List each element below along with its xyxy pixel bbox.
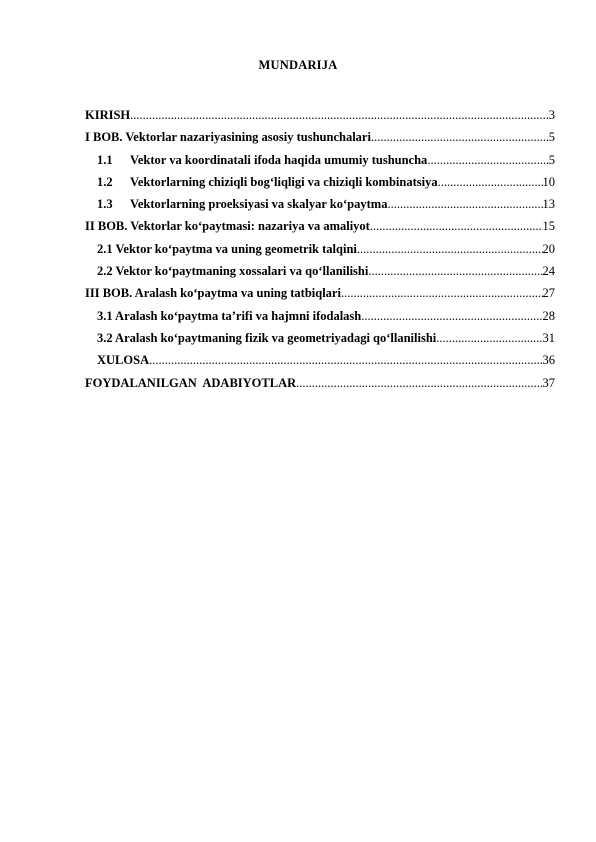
toc-entry-section-2-2 <box>85 263 555 285</box>
toc-entry-page: 3 <box>548 108 555 122</box>
toc-entry-page: 13 <box>542 197 555 212</box>
toc-entry-chapter-2 <box>85 218 555 240</box>
toc-leader-dots <box>368 263 542 279</box>
toc-entry-page: 20 <box>542 241 555 256</box>
toc-entry-label: I BOB. Vektorlar nazariyasining asosiy tushunchalari <box>85 130 371 145</box>
toc-entry-label: Vektorlarning proeksiyasi va skalyar ko‘paytma <box>130 197 388 212</box>
toc-entry-section-3-2 <box>85 330 555 352</box>
toc-entry-section-1-1 <box>85 152 555 174</box>
toc-entry-section-3-1 <box>85 308 555 330</box>
toc-entry-number: 1.3 <box>97 197 113 212</box>
page-title: MUNDARIJA <box>258 58 338 72</box>
toc-entry-chapter-1 <box>85 129 555 151</box>
toc-entry-label: 2.1 Vektor ko‘paytma va uning geometrik talqini <box>97 241 357 256</box>
toc-entry-page: 28 <box>542 308 555 323</box>
toc-leader-dots <box>296 375 542 391</box>
toc-entry-section-2-1 <box>85 241 555 263</box>
toc-entry-section-1-3 <box>85 196 555 218</box>
toc-entry-page: 5 <box>548 130 555 145</box>
toc-entry-section-1-2 <box>85 174 555 196</box>
toc-entry-page: 31 <box>542 330 555 345</box>
table-of-contents <box>85 107 555 397</box>
toc-leader-dots <box>357 241 543 257</box>
toc-entry-label: 3.2 Aralash ko‘paytmaning fizik va geometriyadagi qo‘llanilishi <box>97 330 437 345</box>
toc-entry-label: Vektor va koordinatali ifoda haqida umumiy tushuncha <box>130 152 428 167</box>
toc-leader-dots <box>149 352 542 368</box>
toc-leader-dots <box>371 129 549 145</box>
toc-entry-label: XULOSA <box>97 353 150 368</box>
toc-entry-page: 5 <box>548 152 555 167</box>
toc-leader-dots <box>361 308 542 324</box>
toc-leader-dots <box>438 174 543 190</box>
toc-leader-dots <box>341 285 543 301</box>
toc-entry-references <box>85 375 555 397</box>
toc-entry-label: III BOB. Aralash ko‘paytma va uning tatbiqlari <box>85 286 341 301</box>
toc-entry-label: Vektorlarning chiziqli bog‘liqligi va chiziqli kombinatsiya <box>130 174 438 189</box>
toc-entry-kirish <box>85 107 555 129</box>
toc-entry-page: 24 <box>542 264 555 279</box>
toc-entry-page: 37 <box>542 375 555 390</box>
toc-entry-xulosa <box>85 352 555 374</box>
toc-entry-page: 27 <box>542 286 555 301</box>
toc-leader-dots <box>130 107 549 123</box>
toc-entry-page: 15 <box>542 219 555 234</box>
toc-leader-dots <box>370 218 543 234</box>
toc-entry-number: 1.1 <box>97 152 113 167</box>
toc-leader-dots <box>427 152 548 168</box>
toc-leader-dots <box>387 196 542 212</box>
toc-entry-label: FOYDALANILGAN ADABIYOTLAR <box>85 375 297 390</box>
toc-entry-number: 1.2 <box>97 174 113 189</box>
toc-entry-label: 3.1 Aralash ko‘paytma ta’rifi va hajmni ifodalash <box>97 308 362 323</box>
toc-entry-label: KIRISH <box>85 108 131 122</box>
toc-entry-label: II BOB. Vektorlar ko‘paytmasi: nazariya va amaliyot <box>85 219 370 234</box>
toc-entry-chapter-3 <box>85 285 555 307</box>
toc-leader-dots <box>436 330 542 346</box>
toc-entry-page: 10 <box>542 174 555 189</box>
toc-entry-page: 36 <box>542 353 555 368</box>
toc-entry-label: 2.2 Vektor ko‘paytmaning xossalari va qo‘llanilishi <box>97 264 369 279</box>
